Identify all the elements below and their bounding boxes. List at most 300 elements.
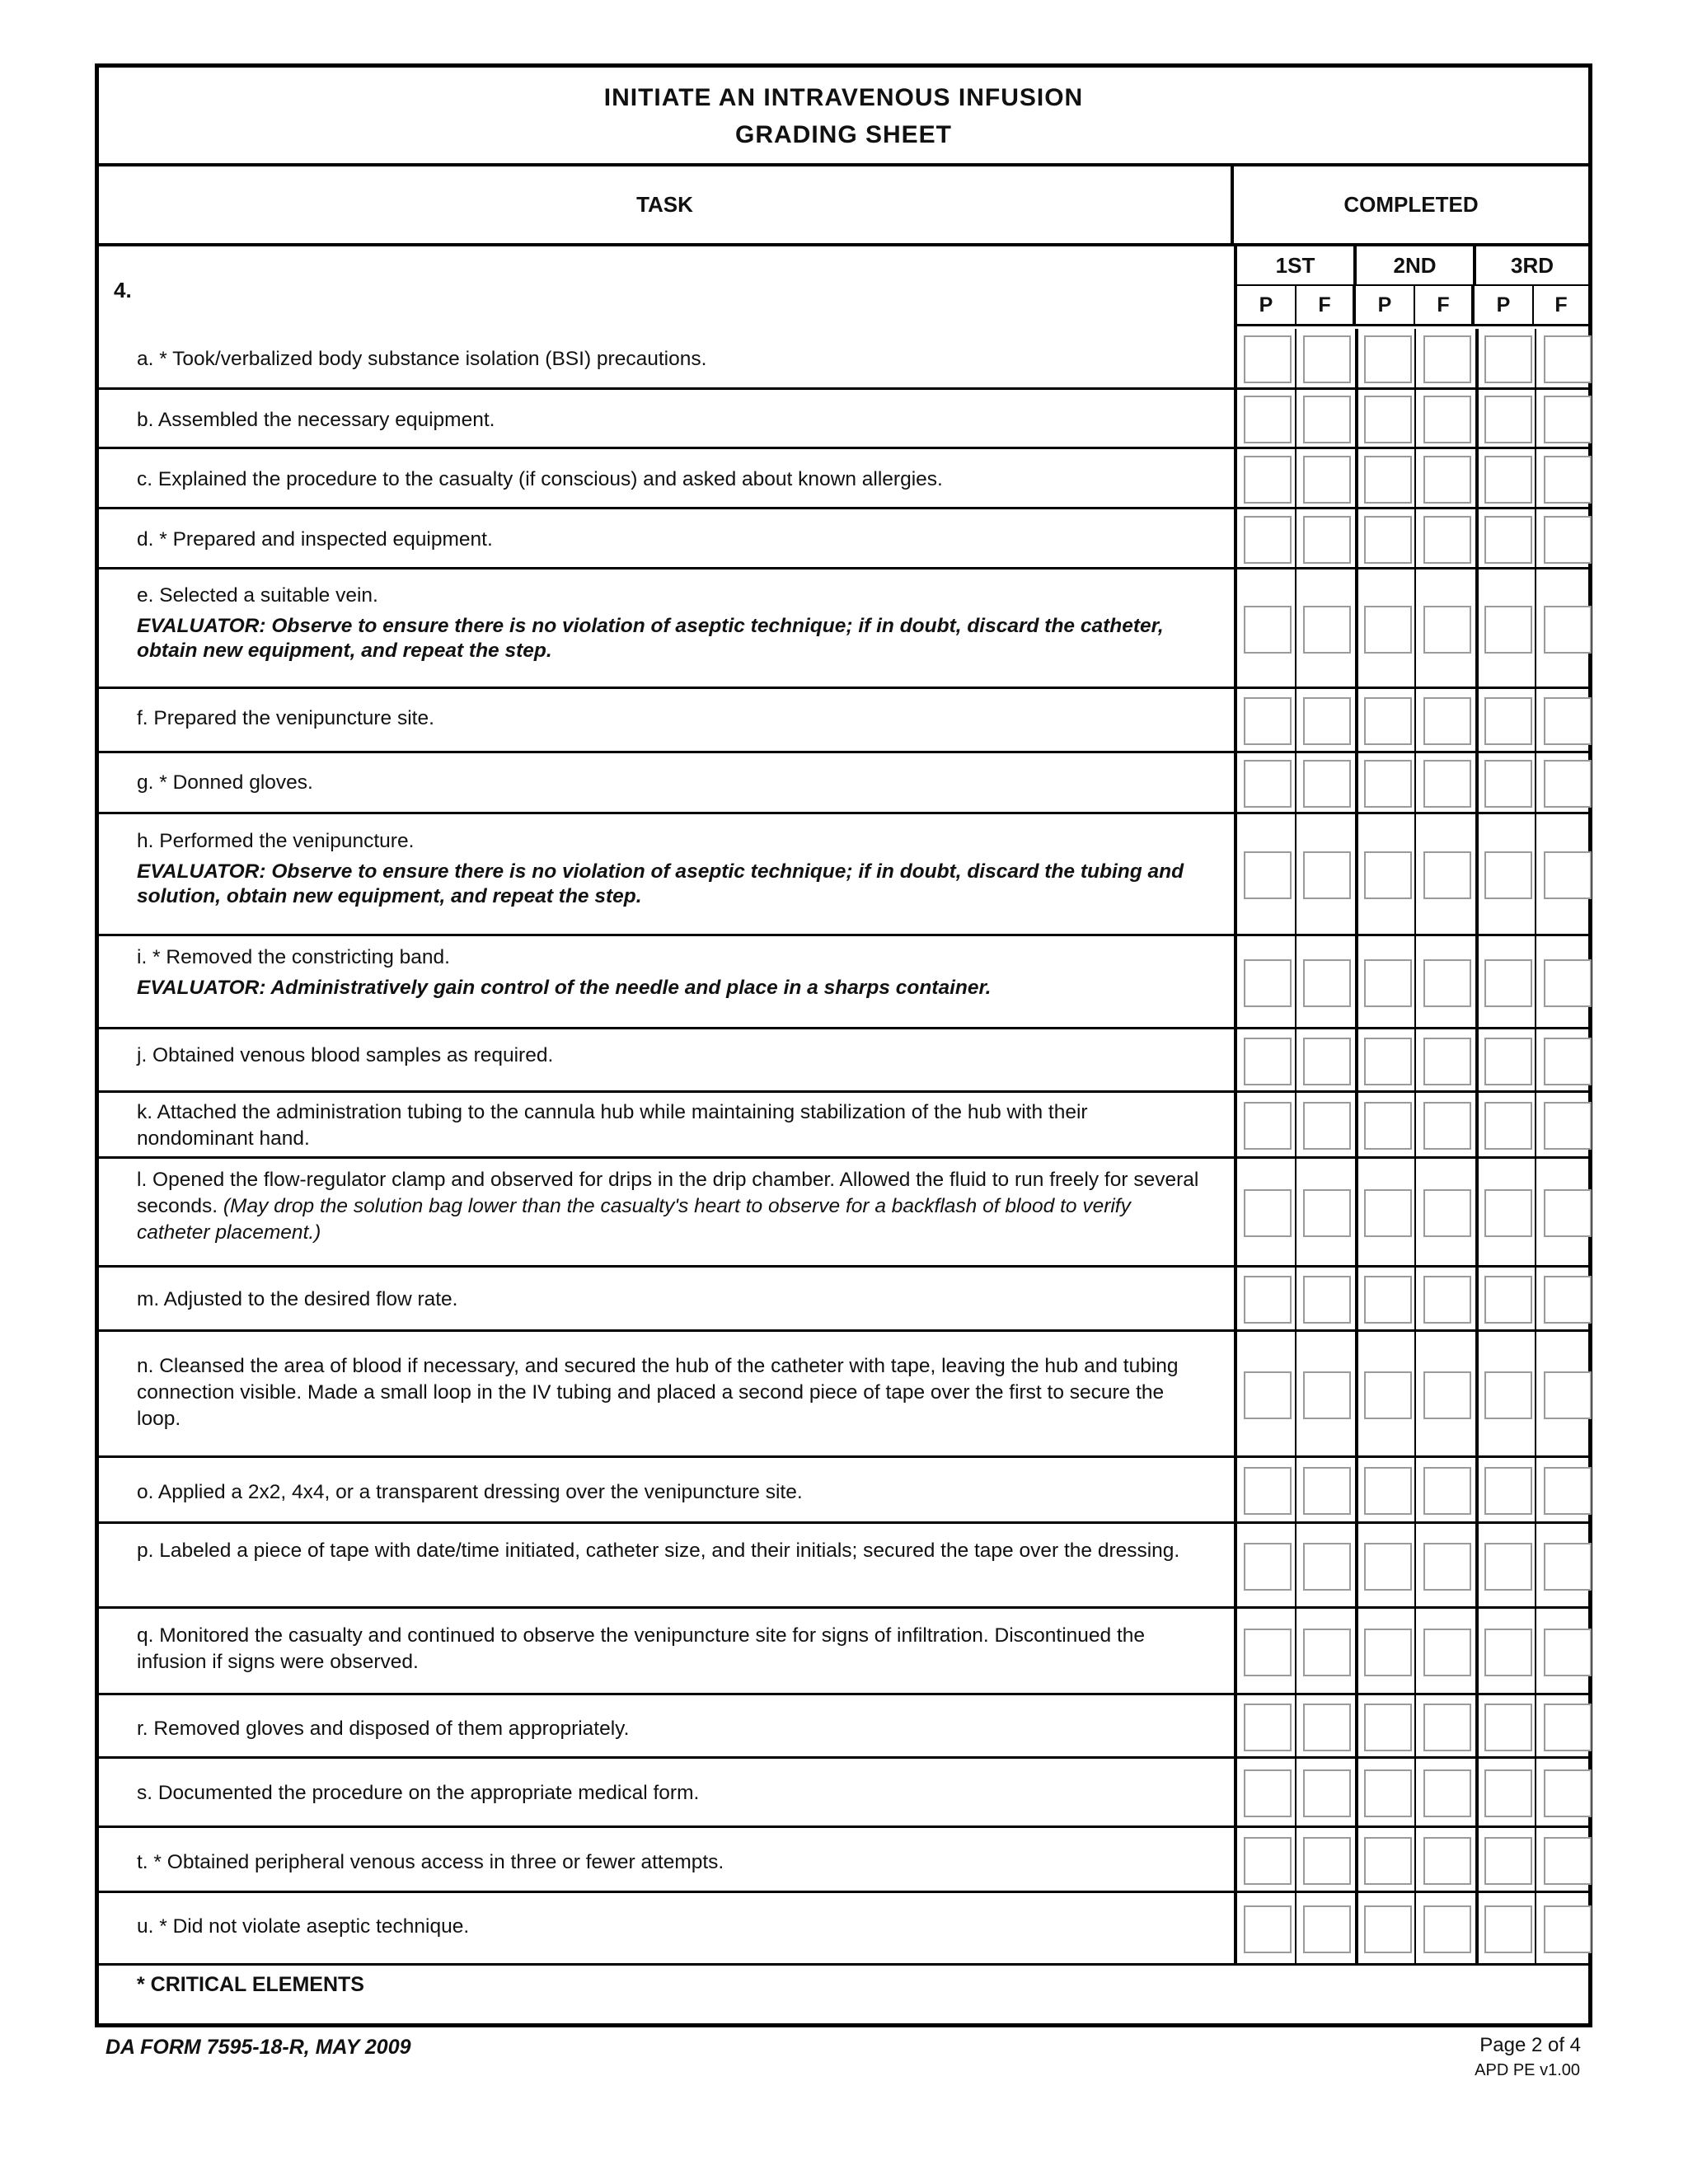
- task-description: [137, 527, 1200, 553]
- completed-column-header: COMPLETED: [1234, 166, 1588, 246]
- checkbox-1st-fail[interactable]: [1303, 1467, 1351, 1515]
- checkbox-3rd-fail[interactable]: [1544, 851, 1592, 899]
- attempt-header-row: [1237, 246, 1588, 286]
- checkbox-2nd-pass[interactable]: [1364, 1543, 1412, 1591]
- checkbox-1st-pass[interactable]: [1244, 1276, 1292, 1324]
- checkbox-2nd-fail[interactable]: [1423, 1467, 1471, 1515]
- checkbox-1st-pass[interactable]: [1244, 959, 1292, 1007]
- task-description: [137, 705, 1200, 732]
- checkbox-1st-fail[interactable]: [1303, 760, 1351, 808]
- score-cells: [1237, 1609, 1588, 1693]
- evaluator-note: EVALUATOR: Administratively gain control of the needle and place in a sharps container.: [137, 977, 992, 999]
- score-cells: [1237, 1268, 1588, 1329]
- score-cells: [1237, 1828, 1588, 1891]
- cell-divider: [1535, 509, 1536, 567]
- checkbox-2nd-pass[interactable]: [1364, 335, 1412, 383]
- checkbox-1st-fail[interactable]: [1303, 1543, 1351, 1591]
- step-number: 4.: [114, 278, 132, 302]
- score-cells: [1237, 814, 1588, 934]
- cell-divider: [1535, 329, 1536, 387]
- cell-divider: [1355, 1524, 1358, 1606]
- task-note: (May drop the solution bag lower than the casualty's heart to observe for a backflash of blood to verify catheter placement.): [137, 1195, 1131, 1244]
- checkbox-3rd-fail[interactable]: [1544, 1769, 1592, 1817]
- score-cells: [1237, 1093, 1588, 1156]
- checkbox-1st-pass[interactable]: [1244, 1189, 1292, 1237]
- checkbox-2nd-fail[interactable]: [1423, 851, 1471, 899]
- checkbox-2nd-pass[interactable]: [1364, 456, 1412, 504]
- fail-header: F: [1415, 286, 1475, 324]
- checkbox-3rd-fail[interactable]: [1544, 1837, 1592, 1885]
- checkbox-2nd-fail[interactable]: [1423, 697, 1471, 745]
- checkbox-3rd-fail[interactable]: [1544, 396, 1592, 443]
- cell-divider: [1414, 449, 1416, 507]
- cell-divider: [1414, 1093, 1416, 1156]
- task-row: [99, 1695, 1588, 1759]
- evaluator-note: EVALUATOR: Observe to ensure there is no violation of aseptic technique; if in doubt, discard the tubing and solution, obtain new equipment, and repeat the step.: [137, 860, 1184, 907]
- cell-divider: [1295, 1268, 1296, 1329]
- page-number: Page 2 of 4: [1479, 2034, 1581, 2056]
- checkbox-2nd-fail[interactable]: [1423, 396, 1471, 443]
- task-text: b. Assembled the necessary equipment.: [137, 409, 495, 431]
- cell-divider: [1414, 1524, 1416, 1606]
- checkbox-3rd-fail[interactable]: [1544, 1276, 1592, 1324]
- checkbox-2nd-fail[interactable]: [1423, 1038, 1471, 1085]
- checkbox-2nd-pass[interactable]: [1364, 1102, 1412, 1150]
- checkbox-2nd-fail[interactable]: [1423, 1629, 1471, 1676]
- cell-divider: [1295, 1893, 1296, 1963]
- checkbox-3rd-fail[interactable]: [1544, 760, 1592, 808]
- checkbox-1st-fail[interactable]: [1303, 697, 1351, 745]
- cell-divider: [1475, 1524, 1479, 1606]
- checkbox-3rd-pass[interactable]: [1484, 335, 1532, 383]
- task-text: a. * Took/verbalized body substance isolation (BSI) precautions.: [137, 348, 707, 370]
- cell-divider: [1535, 689, 1536, 751]
- task-description: [137, 944, 1200, 1001]
- checkbox-1st-pass[interactable]: [1244, 1038, 1292, 1085]
- checkbox-3rd-fail[interactable]: [1544, 335, 1592, 383]
- checkbox-2nd-fail[interactable]: [1423, 1704, 1471, 1751]
- cell-divider: [1535, 1759, 1536, 1825]
- checkbox-1st-pass[interactable]: [1244, 606, 1292, 654]
- cell-divider: [1475, 689, 1479, 751]
- cell-divider: [1414, 1759, 1416, 1825]
- checkbox-2nd-pass[interactable]: [1364, 760, 1412, 808]
- checkbox-1st-fail[interactable]: [1303, 1905, 1351, 1953]
- checkbox-3rd-fail[interactable]: [1544, 1543, 1592, 1591]
- checkbox-1st-pass[interactable]: [1244, 1543, 1292, 1591]
- checkbox-2nd-pass[interactable]: [1364, 1837, 1412, 1885]
- cell-divider: [1355, 1609, 1358, 1693]
- checkbox-2nd-fail[interactable]: [1423, 606, 1471, 654]
- task-row: [99, 689, 1588, 753]
- checkbox-1st-pass[interactable]: [1244, 1102, 1292, 1150]
- cell-divider: [1535, 449, 1536, 507]
- critical-elements-note: * CRITICAL ELEMENTS: [137, 1973, 364, 1996]
- task-text: r. Removed gloves and disposed of them appropriately.: [137, 1718, 630, 1740]
- checkbox-3rd-pass[interactable]: [1484, 1543, 1532, 1591]
- checkbox-1st-pass[interactable]: [1244, 1769, 1292, 1817]
- cell-divider: [1414, 390, 1416, 447]
- task-description: [137, 1167, 1200, 1246]
- checkbox-1st-fail[interactable]: [1303, 959, 1351, 1007]
- cell-divider: [1414, 1828, 1416, 1891]
- task-row: [99, 1828, 1588, 1893]
- cell-divider: [1414, 1268, 1416, 1329]
- checkbox-1st-fail[interactable]: [1303, 606, 1351, 654]
- checkbox-3rd-fail[interactable]: [1544, 516, 1592, 564]
- checkbox-1st-pass[interactable]: [1244, 1629, 1292, 1676]
- cell-divider: [1295, 509, 1296, 567]
- task-row: [99, 1893, 1588, 1966]
- task-row: [99, 390, 1588, 449]
- attempt-1st-header: 1ST: [1237, 246, 1357, 284]
- cell-divider: [1295, 1695, 1296, 1756]
- checkbox-1st-fail[interactable]: [1303, 1704, 1351, 1751]
- checkbox-1st-fail[interactable]: [1303, 1102, 1351, 1150]
- checkbox-2nd-fail[interactable]: [1423, 1905, 1471, 1953]
- checkbox-3rd-pass[interactable]: [1484, 1629, 1532, 1676]
- task-row: [99, 1524, 1588, 1609]
- pass-header: P: [1475, 286, 1534, 324]
- cell-divider: [1295, 1332, 1296, 1455]
- checkbox-1st-pass[interactable]: [1244, 456, 1292, 504]
- checkbox-3rd-fail[interactable]: [1544, 1704, 1592, 1751]
- cell-divider: [1295, 1093, 1296, 1156]
- task-text: o. Applied a 2x2, 4x4, or a transparent dressing over the venipuncture site.: [137, 1481, 803, 1503]
- checkbox-2nd-fail[interactable]: [1423, 1189, 1471, 1237]
- checkbox-1st-fail[interactable]: [1303, 1837, 1351, 1885]
- cell-divider: [1535, 390, 1536, 447]
- cell-divider: [1355, 1828, 1358, 1891]
- checkbox-3rd-pass[interactable]: [1484, 1371, 1532, 1419]
- cell-divider: [1355, 1759, 1358, 1825]
- task-text: u. * Did not violate aseptic technique.: [137, 1915, 470, 1938]
- checkbox-2nd-pass[interactable]: [1364, 516, 1412, 564]
- task-description: [137, 770, 1200, 796]
- cell-divider: [1355, 1332, 1358, 1455]
- task-text: q. Monitored the casualty and continued to observe the venipuncture site for signs of infiltration. Discontinued the infusion if signs were observed.: [137, 1624, 1146, 1673]
- title-block: [99, 68, 1588, 166]
- checkbox-2nd-fail[interactable]: [1423, 1769, 1471, 1817]
- task-row: [99, 753, 1588, 814]
- pass-header: P: [1356, 286, 1415, 324]
- cell-divider: [1535, 1828, 1536, 1891]
- checkbox-2nd-fail[interactable]: [1423, 1543, 1471, 1591]
- cell-divider: [1355, 329, 1358, 387]
- task-row: [99, 1159, 1588, 1268]
- checkbox-2nd-fail[interactable]: [1423, 1837, 1471, 1885]
- checkbox-3rd-pass[interactable]: [1484, 1837, 1532, 1885]
- score-cells: [1237, 1332, 1588, 1455]
- form-title: INITIATE AN INTRAVENOUS INFUSION: [603, 84, 1084, 111]
- cell-divider: [1295, 329, 1296, 387]
- grading-sheet-form: [95, 63, 1592, 2027]
- checkbox-2nd-pass[interactable]: [1364, 1769, 1412, 1817]
- checkbox-2nd-pass[interactable]: [1364, 606, 1412, 654]
- checkbox-2nd-pass[interactable]: [1364, 1467, 1412, 1515]
- cell-divider: [1475, 1609, 1479, 1693]
- checkbox-2nd-pass[interactable]: [1364, 1276, 1412, 1324]
- cell-divider: [1535, 753, 1536, 812]
- cell-divider: [1414, 689, 1416, 751]
- cell-divider: [1355, 936, 1358, 1027]
- score-cells: [1237, 390, 1588, 447]
- checkbox-3rd-fail[interactable]: [1544, 1905, 1592, 1953]
- checkbox-3rd-pass[interactable]: [1484, 1038, 1532, 1085]
- checkbox-3rd-fail[interactable]: [1544, 606, 1592, 654]
- cell-divider: [1295, 569, 1296, 687]
- cell-divider: [1535, 1268, 1536, 1329]
- form-identifier: DA FORM 7595-18-R, MAY 2009: [106, 2036, 411, 2059]
- checkbox-1st-fail[interactable]: [1303, 1038, 1351, 1085]
- checkbox-3rd-pass[interactable]: [1484, 1467, 1532, 1515]
- checkbox-2nd-pass[interactable]: [1364, 1704, 1412, 1751]
- cell-divider: [1355, 1893, 1358, 1963]
- task-description: [137, 1914, 1200, 1940]
- cell-divider: [1535, 1609, 1536, 1693]
- checkbox-3rd-pass[interactable]: [1484, 1769, 1532, 1817]
- checkbox-3rd-pass[interactable]: [1484, 456, 1532, 504]
- checkbox-1st-fail[interactable]: [1303, 335, 1351, 383]
- task-row: [99, 1029, 1588, 1093]
- checkbox-2nd-pass[interactable]: [1364, 396, 1412, 443]
- checkbox-2nd-pass[interactable]: [1364, 851, 1412, 899]
- task-description: [137, 1538, 1200, 1564]
- checkbox-3rd-fail[interactable]: [1544, 1629, 1592, 1676]
- task-row: [99, 1332, 1588, 1458]
- checkbox-3rd-pass[interactable]: [1484, 516, 1532, 564]
- cell-divider: [1475, 1029, 1479, 1090]
- cell-divider: [1295, 753, 1296, 812]
- checkbox-1st-fail[interactable]: [1303, 1769, 1351, 1817]
- score-cells: [1237, 1159, 1588, 1265]
- checkbox-3rd-fail[interactable]: [1544, 1102, 1592, 1150]
- cell-divider: [1355, 753, 1358, 812]
- checkbox-1st-pass[interactable]: [1244, 1837, 1292, 1885]
- task-description: [137, 1286, 1200, 1313]
- cell-divider: [1475, 1093, 1479, 1156]
- cell-divider: [1355, 390, 1358, 447]
- cell-divider: [1355, 814, 1358, 934]
- task-text: p. Labeled a piece of tape with date/time initiated, catheter size, and their initials; secured the tape over the dressing.: [137, 1540, 1180, 1562]
- task-text: n. Cleansed the area of blood if necessary, and secured the hub of the catheter with tape, leaving the hub and tubing connection visible. Made a small loop in the IV tubing and placed a second piece of tape over the first to secure the loop.: [137, 1355, 1179, 1430]
- checkbox-1st-fail[interactable]: [1303, 516, 1351, 564]
- checkbox-1st-pass[interactable]: [1244, 1371, 1292, 1419]
- cell-divider: [1535, 1159, 1536, 1265]
- checkbox-1st-pass[interactable]: [1244, 1704, 1292, 1751]
- checkbox-2nd-pass[interactable]: [1364, 1371, 1412, 1419]
- task-description: [137, 1716, 1200, 1742]
- cell-divider: [1414, 509, 1416, 567]
- checkbox-2nd-pass[interactable]: [1364, 1038, 1412, 1085]
- checkbox-1st-fail[interactable]: [1303, 456, 1351, 504]
- cell-divider: [1475, 753, 1479, 812]
- checkbox-3rd-pass[interactable]: [1484, 1704, 1532, 1751]
- score-cells: [1237, 1524, 1588, 1606]
- checkbox-2nd-pass[interactable]: [1364, 1905, 1412, 1953]
- cell-divider: [1535, 1458, 1536, 1521]
- checkbox-1st-pass[interactable]: [1244, 1905, 1292, 1953]
- task-text: d. * Prepared and inspected equipment.: [137, 528, 493, 551]
- checkbox-2nd-pass[interactable]: [1364, 1629, 1412, 1676]
- task-description: [137, 1043, 1200, 1069]
- checkbox-3rd-pass[interactable]: [1484, 959, 1532, 1007]
- checkbox-1st-pass[interactable]: [1244, 396, 1292, 443]
- checkbox-3rd-fail[interactable]: [1544, 697, 1592, 745]
- checkbox-1st-pass[interactable]: [1244, 760, 1292, 808]
- score-cells: [1237, 1695, 1588, 1756]
- task-description: [137, 828, 1200, 909]
- task-row: [99, 1759, 1588, 1828]
- score-cells: [1237, 449, 1588, 507]
- task-text: s. Documented the procedure on the appropriate medical form.: [137, 1782, 700, 1804]
- cell-divider: [1535, 1695, 1536, 1756]
- checkbox-1st-fail[interactable]: [1303, 1629, 1351, 1676]
- task-description: [137, 1849, 1200, 1876]
- cell-divider: [1475, 1159, 1479, 1265]
- task-text: g. * Donned gloves.: [137, 771, 313, 794]
- cell-divider: [1414, 753, 1416, 812]
- checkbox-3rd-fail[interactable]: [1544, 1038, 1592, 1085]
- checkbox-2nd-pass[interactable]: [1364, 1189, 1412, 1237]
- task-description: [137, 407, 1200, 434]
- checkbox-2nd-pass[interactable]: [1364, 959, 1412, 1007]
- checkbox-1st-pass[interactable]: [1244, 851, 1292, 899]
- cell-divider: [1535, 569, 1536, 687]
- fail-header: F: [1554, 293, 1568, 316]
- task-description: [137, 1623, 1200, 1675]
- cell-divider: [1535, 1093, 1536, 1156]
- column-divider: [1234, 246, 1237, 1966]
- pass-header: P: [1237, 286, 1296, 324]
- checkbox-3rd-fail[interactable]: [1544, 1467, 1592, 1515]
- checkbox-3rd-fail[interactable]: [1544, 959, 1592, 1007]
- task-row: [99, 1093, 1588, 1159]
- checkbox-3rd-fail[interactable]: [1544, 1371, 1592, 1419]
- cell-divider: [1355, 509, 1358, 567]
- checkbox-2nd-fail[interactable]: [1423, 959, 1471, 1007]
- cell-divider: [1414, 329, 1416, 387]
- score-cells: [1237, 753, 1588, 812]
- checkbox-1st-fail[interactable]: [1303, 1371, 1351, 1419]
- task-row: [99, 449, 1588, 509]
- checkbox-1st-pass[interactable]: [1244, 697, 1292, 745]
- checkbox-1st-pass[interactable]: [1244, 335, 1292, 383]
- task-column-header: TASK: [99, 166, 1234, 246]
- checkbox-2nd-fail[interactable]: [1423, 335, 1471, 383]
- cell-divider: [1414, 1029, 1416, 1090]
- checkbox-1st-pass[interactable]: [1244, 1467, 1292, 1515]
- attempt-3rd-header: 3RD: [1510, 252, 1554, 278]
- checkbox-1st-fail[interactable]: [1303, 396, 1351, 443]
- task-row: [99, 1609, 1588, 1695]
- score-cells: [1237, 936, 1588, 1027]
- pass-fail-header-row: [1237, 286, 1588, 326]
- cell-divider: [1475, 1828, 1479, 1891]
- task-row: [99, 1458, 1588, 1524]
- score-cells: [1237, 1029, 1588, 1090]
- fail-header: F: [1296, 286, 1356, 324]
- attempt-2nd-header: 2ND: [1357, 246, 1476, 284]
- task-row: [99, 814, 1588, 936]
- task-text: e. Selected a suitable vein.: [137, 584, 378, 607]
- task-row: [99, 936, 1588, 1029]
- cell-divider: [1535, 1893, 1536, 1963]
- checkbox-3rd-pass[interactable]: [1484, 1276, 1532, 1324]
- cell-divider: [1355, 1093, 1358, 1156]
- checkbox-2nd-fail[interactable]: [1423, 516, 1471, 564]
- checkbox-3rd-pass[interactable]: [1484, 851, 1532, 899]
- cell-divider: [1295, 1759, 1296, 1825]
- score-cells: [1237, 569, 1588, 687]
- task-description: [137, 1353, 1200, 1432]
- task-description: [137, 1479, 1200, 1506]
- checkbox-2nd-fail[interactable]: [1423, 1276, 1471, 1324]
- checkbox-2nd-fail[interactable]: [1423, 1102, 1471, 1150]
- cell-divider: [1295, 814, 1296, 934]
- cell-divider: [1295, 1524, 1296, 1606]
- task-row: [99, 329, 1588, 390]
- checkbox-3rd-fail[interactable]: [1544, 456, 1592, 504]
- checkbox-2nd-fail[interactable]: [1423, 760, 1471, 808]
- task-text: m. Adjusted to the desired flow rate.: [137, 1288, 458, 1310]
- task-text: c. Explained the procedure to the casualty (if conscious) and asked about known allergies.: [137, 468, 943, 490]
- cell-divider: [1414, 1893, 1416, 1963]
- cell-divider: [1295, 1828, 1296, 1891]
- form-subtitle: GRADING SHEET: [734, 121, 953, 148]
- cell-divider: [1414, 1458, 1416, 1521]
- checkbox-1st-fail[interactable]: [1303, 1276, 1351, 1324]
- checkbox-3rd-pass[interactable]: [1484, 1905, 1532, 1953]
- task-text: f. Prepared the venipuncture site.: [137, 707, 434, 729]
- task-text: h. Performed the venipuncture.: [137, 830, 415, 852]
- cell-divider: [1475, 936, 1479, 1027]
- cell-divider: [1414, 814, 1416, 934]
- checkbox-3rd-pass[interactable]: [1484, 396, 1532, 443]
- checkbox-3rd-pass[interactable]: [1484, 1189, 1532, 1237]
- cell-divider: [1475, 329, 1479, 387]
- score-cells: [1237, 1458, 1588, 1521]
- score-cells: [1237, 329, 1588, 387]
- cell-divider: [1414, 1695, 1416, 1756]
- checkbox-3rd-pass[interactable]: [1484, 1102, 1532, 1150]
- checkbox-2nd-fail[interactable]: [1423, 456, 1471, 504]
- checkbox-3rd-pass[interactable]: [1484, 606, 1532, 654]
- cell-divider: [1414, 1332, 1416, 1455]
- cell-divider: [1414, 569, 1416, 687]
- checkbox-1st-pass[interactable]: [1244, 516, 1292, 564]
- checkbox-1st-fail[interactable]: [1303, 1189, 1351, 1237]
- checkbox-3rd-pass[interactable]: [1484, 760, 1532, 808]
- cell-divider: [1295, 1029, 1296, 1090]
- cell-divider: [1475, 1332, 1479, 1455]
- checkbox-1st-fail[interactable]: [1303, 851, 1351, 899]
- checkbox-3rd-fail[interactable]: [1544, 1189, 1592, 1237]
- task-description: [137, 346, 1200, 373]
- task-description: [137, 583, 1200, 663]
- cell-divider: [1355, 569, 1358, 687]
- cell-divider: [1475, 390, 1479, 447]
- task-row: [99, 1268, 1588, 1332]
- cell-divider: [1355, 1159, 1358, 1265]
- checkbox-2nd-fail[interactable]: [1423, 1371, 1471, 1419]
- cell-divider: [1295, 936, 1296, 1027]
- cell-divider: [1355, 1029, 1358, 1090]
- task-description: [137, 1099, 1200, 1152]
- checkbox-2nd-pass[interactable]: [1364, 697, 1412, 745]
- task-row: [99, 509, 1588, 569]
- checkbox-3rd-pass[interactable]: [1484, 697, 1532, 745]
